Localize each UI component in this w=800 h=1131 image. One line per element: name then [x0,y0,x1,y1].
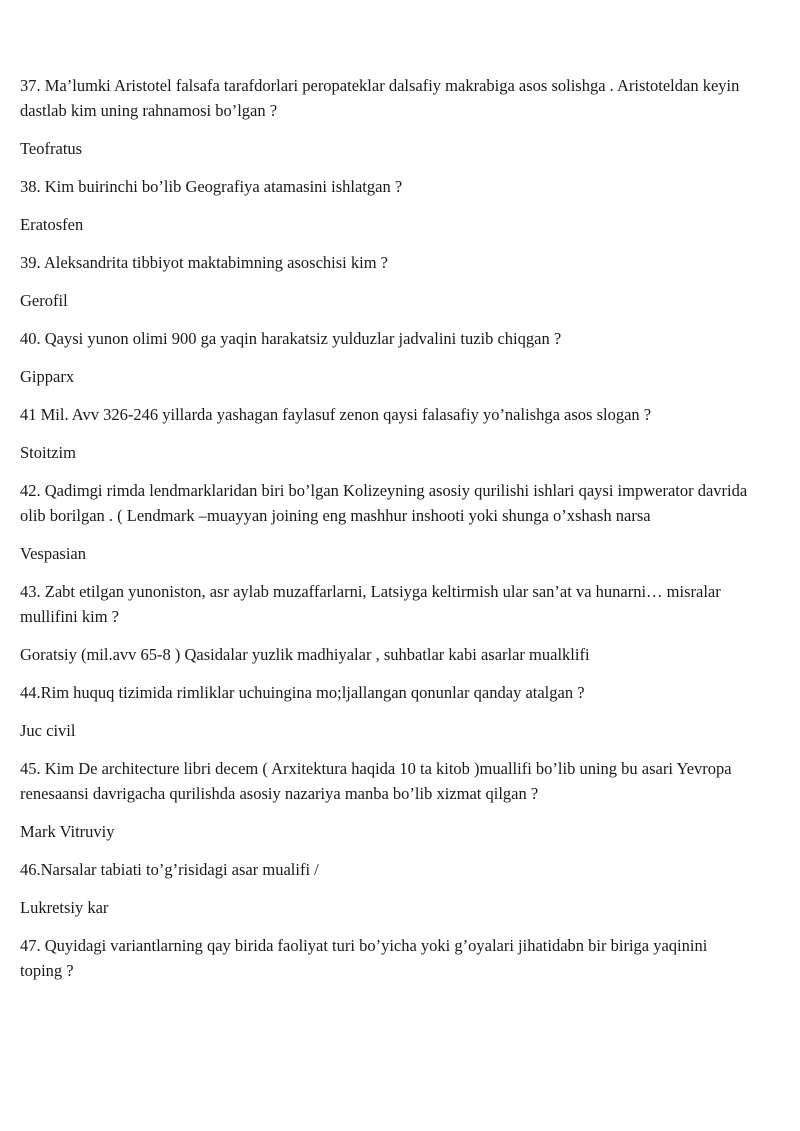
question-44: 44.Rim huquq tizimida rimliklar uchuingina mo;ljallangan qonunlar qanday atalgan ? [20,683,585,702]
answer-37: Teofratus [20,139,83,158]
answer-43: Goratsiy (mil.avv 65-8 ) Qasidalar yuzlik madhiyalar , suhbatlar kabi asarlar mualklifi [20,645,590,664]
question-39: 39. Aleksandrita tibbiyot maktabimning asoschisi kim ? [20,253,388,272]
question-41: 41 Mil. Avv 326-246 yillarda yashagan faylasuf zenon qaysi falasafiy yo’nalishga asos slogan ? [20,405,652,424]
answer-46: Lukretsiy kar [20,898,109,917]
question-45: 45. Kim De architecture libri decem ( Arxitektura haqida 10 ta kitob )muallifi bo’lib uning bu asari Yevropa renesaansi davrigacha qurilishda asosiy nazariya manba bo’lib xizmat qilgan ? [20,759,732,803]
question-43: 43. Zabt etilgan yunoniston, asr aylab muzaffarlarni, Latsiyga keltirmish ular san’at va hunarni… misralar mullifini kim ? [20,582,721,626]
answer-39: Gerofil [20,291,68,310]
question-46: 46.Narsalar tabiati to’g’risidagi asar mualifi / [20,860,319,879]
answer-38: Eratosfen [20,215,84,234]
answer-45: Mark Vitruviy [20,822,115,841]
document-page [20,73,750,996]
answer-41: Stoitzim [20,443,76,462]
question-47: 47. Quyidagi variantlarning qay birida faoliyat turi bo’yicha yoki g’oyalari jihatidabn bir biriga yaqinini toping ? [20,936,708,980]
question-42: 42. Qadimgi rimda lendmarklaridan biri bo’lgan Kolizeyning asosiy qurilishi ishlari qaysi impwerator davrida olib borilgan . ( Lendmark –muayyan joining eng mashhur inshooti yoki shunga o’xshash narsa [20,481,748,525]
answer-44: Juc civil [20,721,76,740]
question-37: 37. Ma’lumki Aristotel falsafa tarafdorlari peropateklar dalsafiy makrabiga asos solishga . Aristoteldan keyin dastlab kim uning rahnamosi bo’lgan ? [20,76,740,120]
question-38: 38. Kim buirinchi bo’lib Geografiya atamasini ishlatgan ? [20,177,403,196]
question-40: 40. Qaysi yunon olimi 900 ga yaqin harakatsiz yulduzlar jadvalini tuzib chiqgan ? [20,329,562,348]
answer-40: Gipparx [20,367,75,386]
answer-42: Vespasian [20,544,86,563]
